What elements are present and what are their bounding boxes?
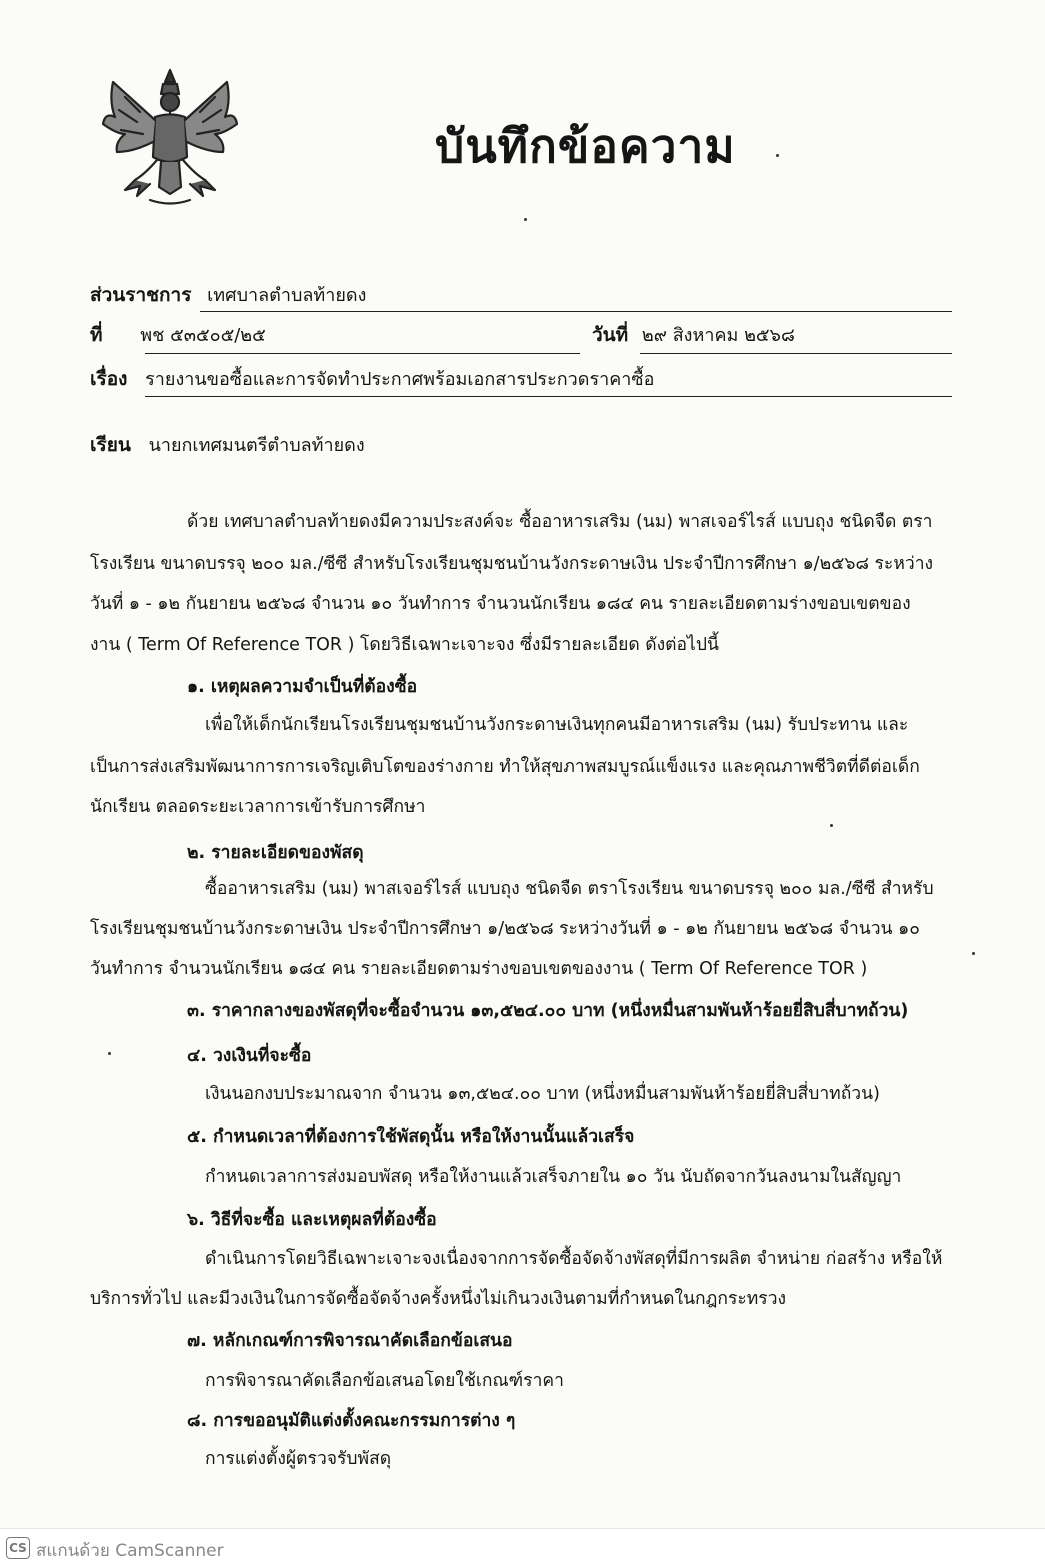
- section-heading: ๑. เหตุผลความจำเป็นที่ต้องซื้อ: [187, 677, 418, 697]
- camscanner-logo-icon: CS: [6, 1537, 30, 1559]
- section-heading: ๖. วิธีที่จะซื้อ และเหตุผลที่ต้องซื้อ: [187, 1210, 437, 1230]
- scan-speck: [108, 1052, 111, 1055]
- intro-line: วันที่ ๑ - ๑๒ กันยายน ๒๕๖๘ จำนวน ๑๐ วันทำการ จำนวนนักเรียน ๑๘๔ คน รายละเอียดตามร่างขอบเขตของ: [90, 594, 911, 614]
- camscanner-footer: [0, 1528, 1045, 1567]
- section-line: โรงเรียนชุมชนบ้านวังกระดาษเงิน ประจำปีการศึกษา ๑/๒๕๖๘ ระหว่างวันที่ ๑ - ๑๒ กันยายน ๒๕๖๘ จำนวน ๑๐: [90, 919, 920, 939]
- subject-row: [90, 364, 654, 394]
- section-line: วันทำการ จำนวนนักเรียน ๑๘๔ คน รายละเอียดตามร่างขอบเขตของงาน ( Term Of Reference TOR ): [90, 959, 868, 979]
- salutation-value: นายกเทศมนตรีตำบลท้ายดง: [148, 435, 365, 456]
- subject-value: รายงานขอซื้อและการจัดทำประกาศพร้อมเอกสารประกวดราคาซื้อ: [145, 369, 655, 390]
- date-value: ๒๙ สิงหาคม ๒๕๖๘: [641, 325, 795, 346]
- department-label: ส่วนราชการ: [90, 284, 192, 306]
- intro-line: งาน ( Term Of Reference TOR ) โดยวิธีเฉพาะเจาะจง ซึ่งมีรายละเอียด ดังต่อไปนี้: [90, 635, 719, 655]
- section-heading: ๘. การขออนุมัติแต่งตั้งคณะกรรมการต่าง ๆ: [187, 1411, 516, 1431]
- section-line: เงินนอกงบประมาณจาก จำนวน ๑๓,๕๒๔.๐๐ บาท (หนึ่งหมื่นสามพันห้าร้อยยี่สิบสี่บาทถ้วน): [205, 1084, 880, 1104]
- reference-label: ที่: [90, 324, 103, 346]
- document-title: บันทึกข้อความ: [435, 119, 736, 173]
- section-heading: ๒. รายละเอียดของพัสดุ: [187, 843, 364, 863]
- scan-speck: [776, 154, 779, 157]
- section-heading: ๕. กำหนดเวลาที่ต้องการใช้พัสดุนั้น หรือให้งานนั้นแล้วเสร็จ: [187, 1127, 635, 1147]
- camscanner-text: สแกนด้วย CamScanner: [36, 1541, 224, 1561]
- section-heading: ๗. หลักเกณฑ์การพิจารณาคัดเลือกข้อเสนอ: [187, 1331, 513, 1351]
- section-line: นักเรียน ตลอดระยะเวลาการเข้ารับการศึกษา: [90, 797, 426, 817]
- reference-row: [90, 320, 266, 350]
- section-line: เป็นการส่งเสริมพัฒนาการการเจริญเติบโตของร่างกาย ทำให้สุขภาพสมบูรณ์แข็งแรง และคุณภาพชีวิตที่ดีต่อเด็ก: [90, 757, 920, 777]
- department-underline: [200, 311, 952, 312]
- reference-underline: [145, 353, 580, 354]
- date-row: [592, 320, 795, 350]
- subject-underline: [145, 396, 952, 397]
- section-heading: ๔. วงเงินที่จะซื้อ: [187, 1046, 312, 1066]
- reference-value: พช ๕๓๕๐๕/๒๕: [140, 325, 266, 346]
- department-row: [90, 280, 366, 310]
- scan-speck: [830, 824, 833, 827]
- garuda-emblem-icon: [95, 62, 245, 212]
- section-line: กำหนดเวลาการส่งมอบพัสดุ หรือให้งานแล้วเสร็จภายใน ๑๐ วัน นับถัดจากวันลงนามในสัญญา: [205, 1167, 902, 1187]
- section-line: ซื้ออาหารเสริม (นม) พาสเจอร์ไรส์ แบบถุง ชนิดจืด ตราโรงเรียน ขนาดบรรจุ ๒๐๐ มล./ซีซี สำหรับ: [205, 879, 934, 899]
- section-heading: ๓. ราคากลางของพัสดุที่จะซื้อจำนวน ๑๓,๕๒๔.๐๐ บาท (หนึ่งหมื่นสามพันห้าร้อยยี่สิบสี่บาทถ้วน): [187, 1001, 909, 1021]
- scan-speck: [524, 218, 527, 221]
- section-line: ดำเนินการโดยวิธีเฉพาะเจาะจงเนื่องจากการจัดซื้อจัดจ้างพัสดุที่มีการผลิต จำหน่าย ก่อสร้าง หรือให้: [205, 1249, 943, 1269]
- subject-label: เรื่อง: [90, 368, 128, 390]
- salutation-label: เรียน: [90, 434, 131, 456]
- intro-line: โรงเรียน ขนาดบรรจุ ๒๐๐ มล./ซีซี สำหรับโรงเรียนชุมชนบ้านวังกระดาษเงิน ประจำปีการศึกษา ๑/๒๕๖๘ ระหว่าง: [90, 554, 934, 574]
- section-line: การแต่งตั้งผู้ตรวจรับพัสดุ: [205, 1449, 392, 1469]
- department-value: เทศบาลตำบลท้ายดง: [207, 285, 367, 306]
- date-label: วันที่: [592, 324, 629, 346]
- scan-speck: [972, 952, 975, 955]
- date-underline: [640, 353, 952, 354]
- salutation-row: [90, 430, 365, 460]
- section-line: การพิจารณาคัดเลือกข้อเสนอโดยใช้เกณฑ์ราคา: [205, 1371, 564, 1391]
- intro-line: ด้วย เทศบาลตำบลท้ายดงมีความประสงค์จะ ซื้ออาหารเสริม (นม) พาสเจอร์ไรส์ แบบถุง ชนิดจืด ตรา: [187, 512, 933, 532]
- section-line: เพื่อให้เด็กนักเรียนโรงเรียนชุมชนบ้านวังกระดาษเงินทุกคนมีอาหารเสริม (นม) รับประทาน และ: [205, 715, 909, 735]
- section-line: บริการทั่วไป และมีวงเงินในการจัดซื้อจัดจ้างครั้งหนึ่งไม่เกินวงเงินตามที่กำหนดในกฎกระทรวง: [90, 1289, 787, 1309]
